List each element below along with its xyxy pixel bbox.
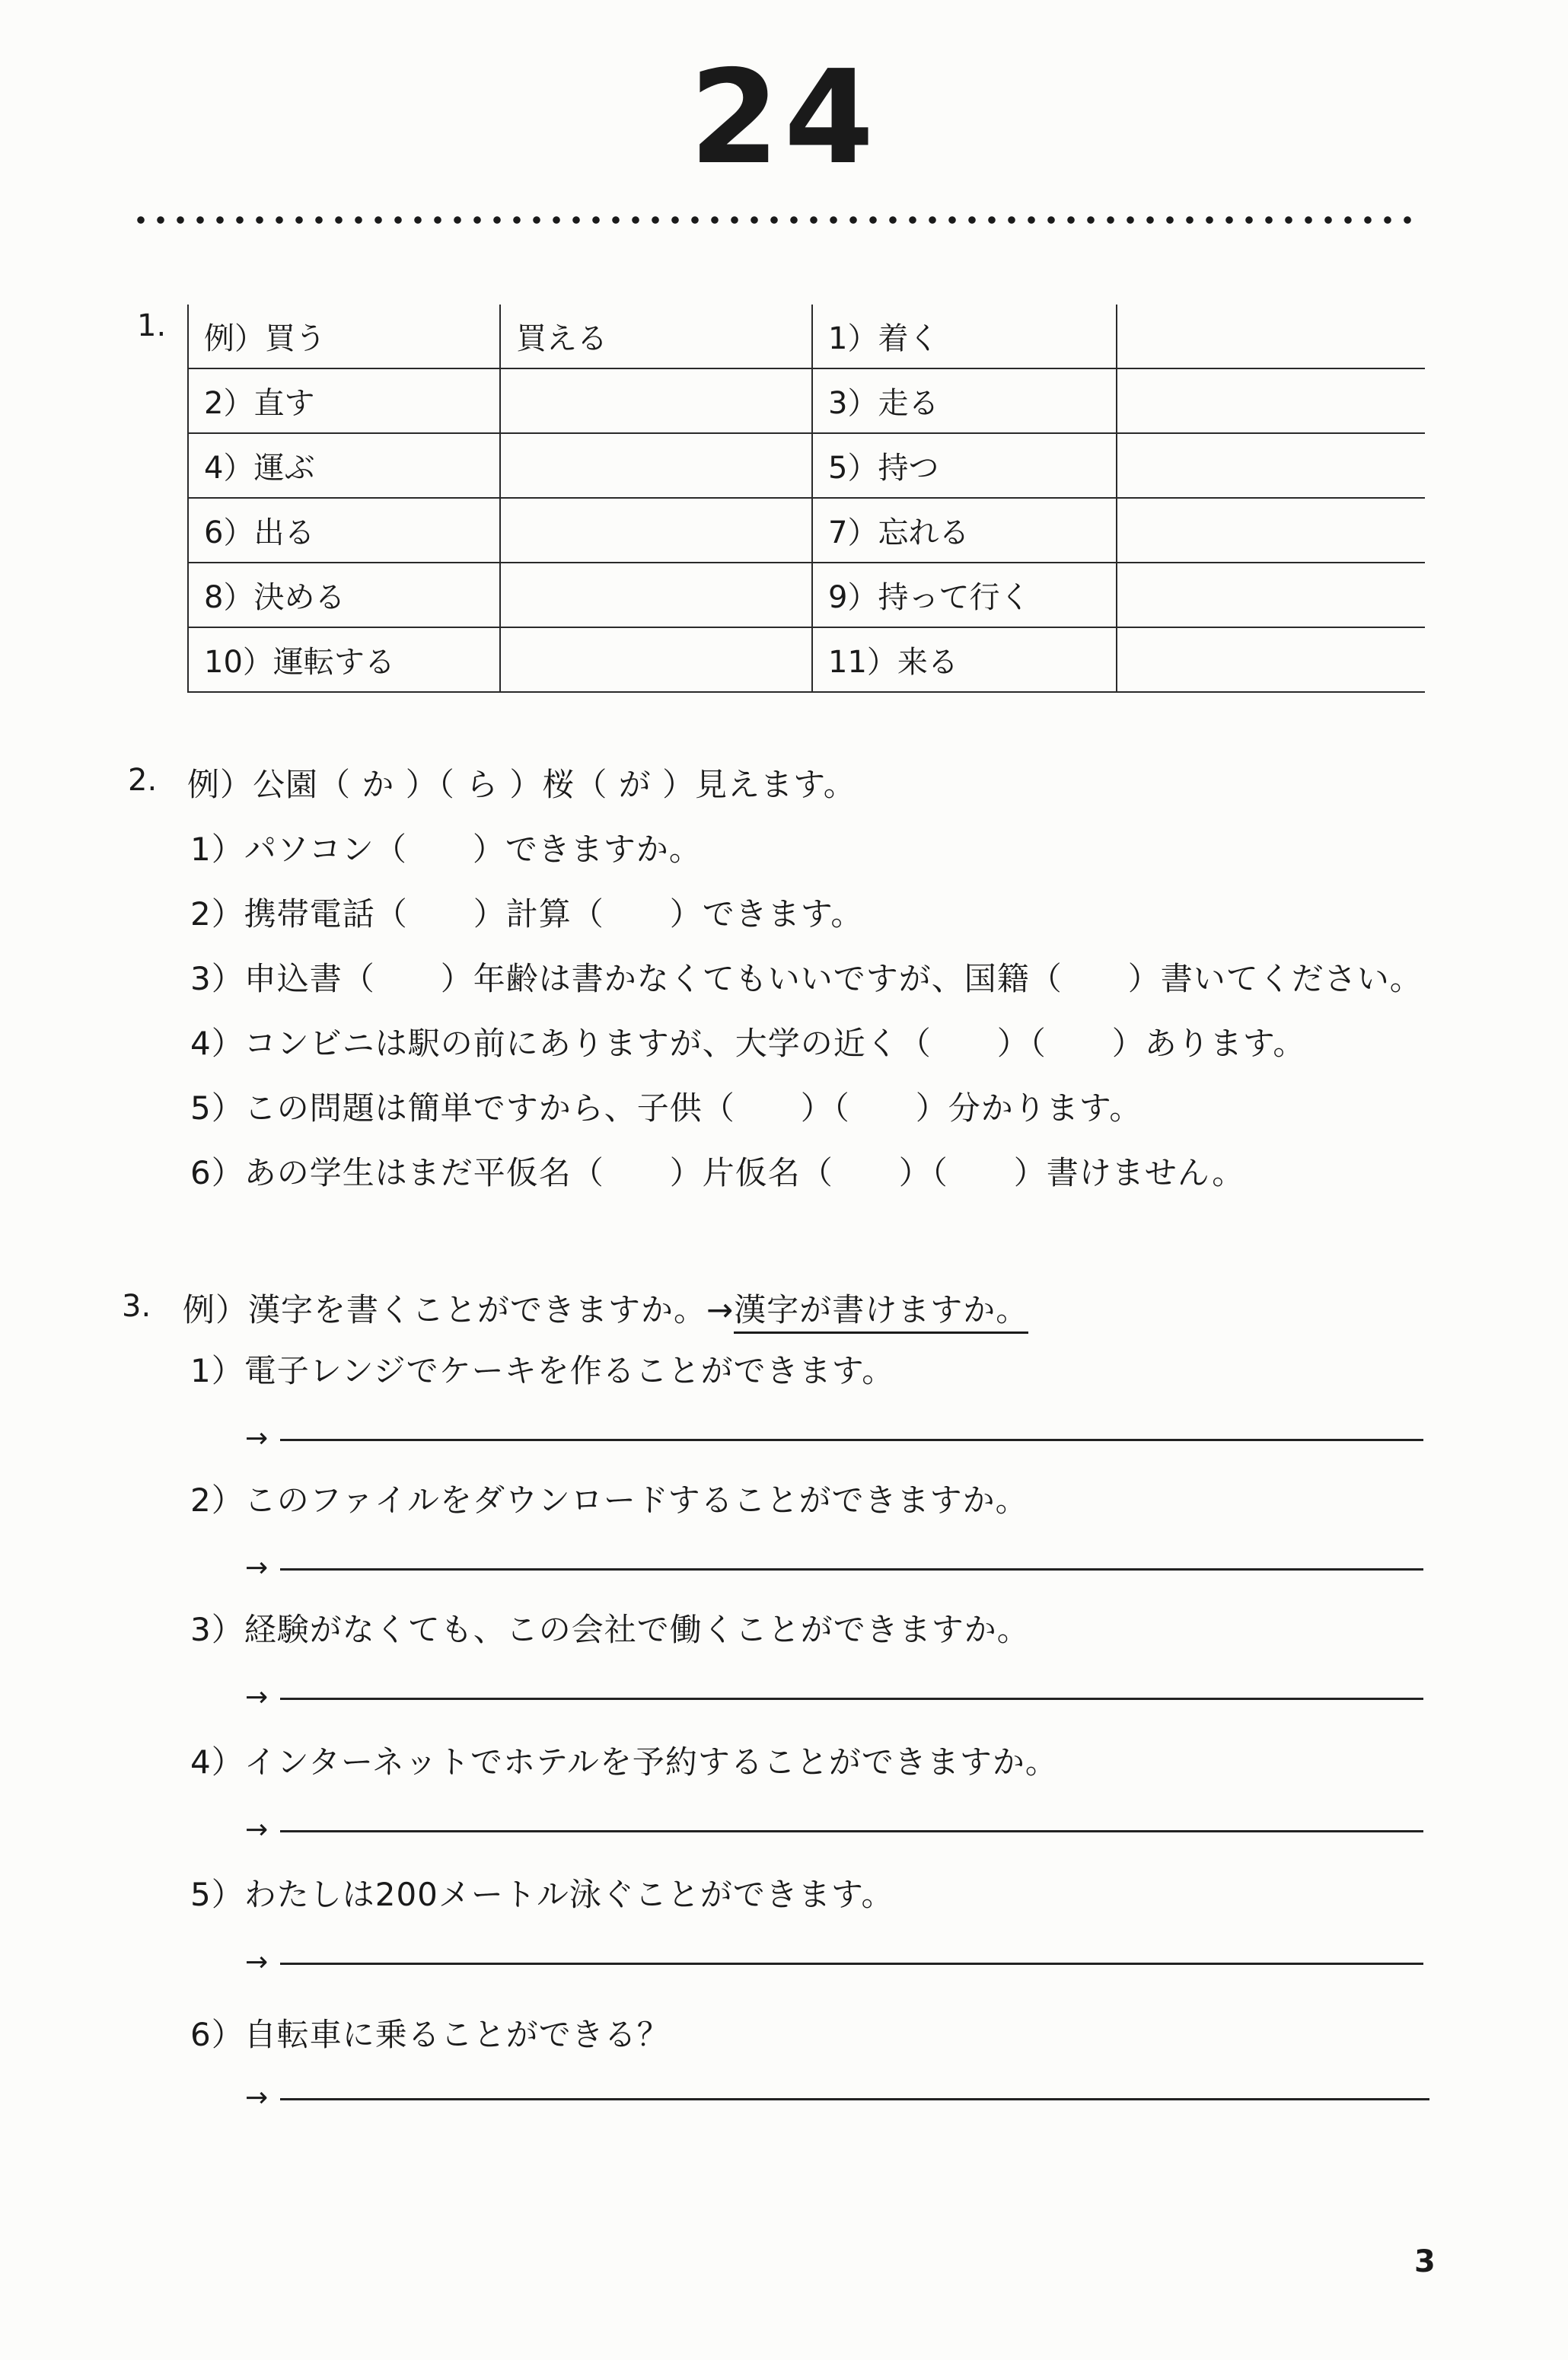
verb-cell: 1）着く [812, 305, 1117, 368]
section-2-number: 2. [128, 763, 158, 798]
page-number: 3 [1414, 2244, 1436, 2279]
arrow-icon: → [245, 1682, 269, 1713]
section-3-item-4: 4）インターネットでホテルを予約することができますか。 [190, 1743, 1058, 1781]
answer-cell[interactable] [1117, 498, 1425, 563]
section-3-example-question: 例）漢字を書くことができますか。 [183, 1291, 707, 1328]
section-3-item-3: 3）経験がなくても、この会社で働くことができますか。 [190, 1611, 1030, 1648]
answer-line-3[interactable] [280, 1698, 1423, 1700]
table-row [188, 627, 1425, 692]
conjugation-table [187, 305, 1425, 693]
arrow-icon: → [245, 1814, 269, 1845]
section-2-item-2: 2）携帯電話（ ）計算（ ）できます。 [190, 895, 864, 933]
section-2-item-5: 5）この問題は簡単ですから、子供（ ）（ ）分かります。 [190, 1089, 1143, 1127]
verb-cell: 4）運ぶ [188, 433, 500, 498]
table-row [188, 368, 1425, 433]
answer-cell[interactable] [500, 368, 812, 433]
verb-cell: 10）運転する [188, 627, 500, 692]
section-3-item-1: 1）電子レンジでケーキを作ることができます。 [190, 1352, 895, 1389]
table-row [188, 305, 1425, 368]
verb-cell: 6）出る [188, 498, 500, 563]
section-2-item-1: 1）パソコン（ ）できますか。 [190, 831, 702, 868]
section-3-example-answer: 漢字が書けますか。 [734, 1291, 1028, 1334]
verb-cell: 7）忘れる [812, 498, 1117, 563]
arrow-icon: → [245, 2082, 269, 2113]
answer-cell[interactable] [500, 433, 812, 498]
table-row [188, 498, 1425, 563]
answer-cell[interactable] [500, 498, 812, 563]
arrow-icon: → [706, 1291, 735, 1328]
section-3-number: 3. [122, 1289, 151, 1324]
answer-cell[interactable] [1117, 627, 1425, 692]
answer-cell[interactable]: 買える [500, 305, 812, 368]
section-2-item-3: 3）申込書（ ）年齢は書かなくてもいいですが、国籍（ ）書いてください。 [190, 960, 1423, 997]
answer-cell[interactable] [500, 627, 812, 692]
section-3-item-5: 5）わたしは200メートル泳ぐことができます。 [190, 1876, 894, 1913]
answer-cell[interactable] [500, 563, 812, 627]
section-3-example [183, 1285, 1028, 1331]
lesson-number: 24 [689, 43, 879, 193]
answer-cell[interactable] [1117, 563, 1425, 627]
verb-cell: 9）持って行く [812, 563, 1117, 627]
table-row [188, 563, 1425, 627]
section-3-item-2: 2）このファイルをダウンロードすることができますか。 [190, 1481, 1028, 1519]
verb-cell: 5）持つ [812, 433, 1117, 498]
verb-cell: 8）決める [188, 563, 500, 627]
section-2-item-6: 6）あの学生はまだ平仮名（ ）片仮名（ ）（ ）書けません。 [190, 1154, 1245, 1191]
section-2-example: 例）公園（ か ）（ ら ）桜（ が ）見えます。 [187, 766, 856, 803]
answer-line-5[interactable] [280, 1963, 1423, 1965]
arrow-icon: → [245, 1552, 269, 1583]
verb-cell: 例）買う [188, 305, 500, 368]
arrow-icon: → [245, 1947, 269, 1978]
arrow-icon: → [245, 1423, 269, 1454]
verb-cell: 11）来る [812, 627, 1117, 692]
answer-line-2[interactable] [280, 1568, 1423, 1571]
section-3-item-6: 6）自転車に乗ることができる？ [190, 2016, 670, 2053]
dotted-divider [131, 215, 1417, 225]
answer-line-1[interactable] [280, 1439, 1423, 1441]
table-row [188, 433, 1425, 498]
answer-cell[interactable] [1117, 368, 1425, 433]
section-1-number: 1. [137, 308, 167, 343]
answer-cell[interactable] [1117, 433, 1425, 498]
verb-cell: 3）走る [812, 368, 1117, 433]
answer-line-4[interactable] [280, 1830, 1423, 1832]
answer-line-6[interactable] [280, 2098, 1429, 2100]
answer-cell[interactable] [1117, 305, 1425, 368]
section-2-item-4: 4）コンビニは駅の前にありますが、大学の近く（ ）（ ）あります。 [190, 1025, 1306, 1062]
verb-cell: 2）直す [188, 368, 500, 433]
